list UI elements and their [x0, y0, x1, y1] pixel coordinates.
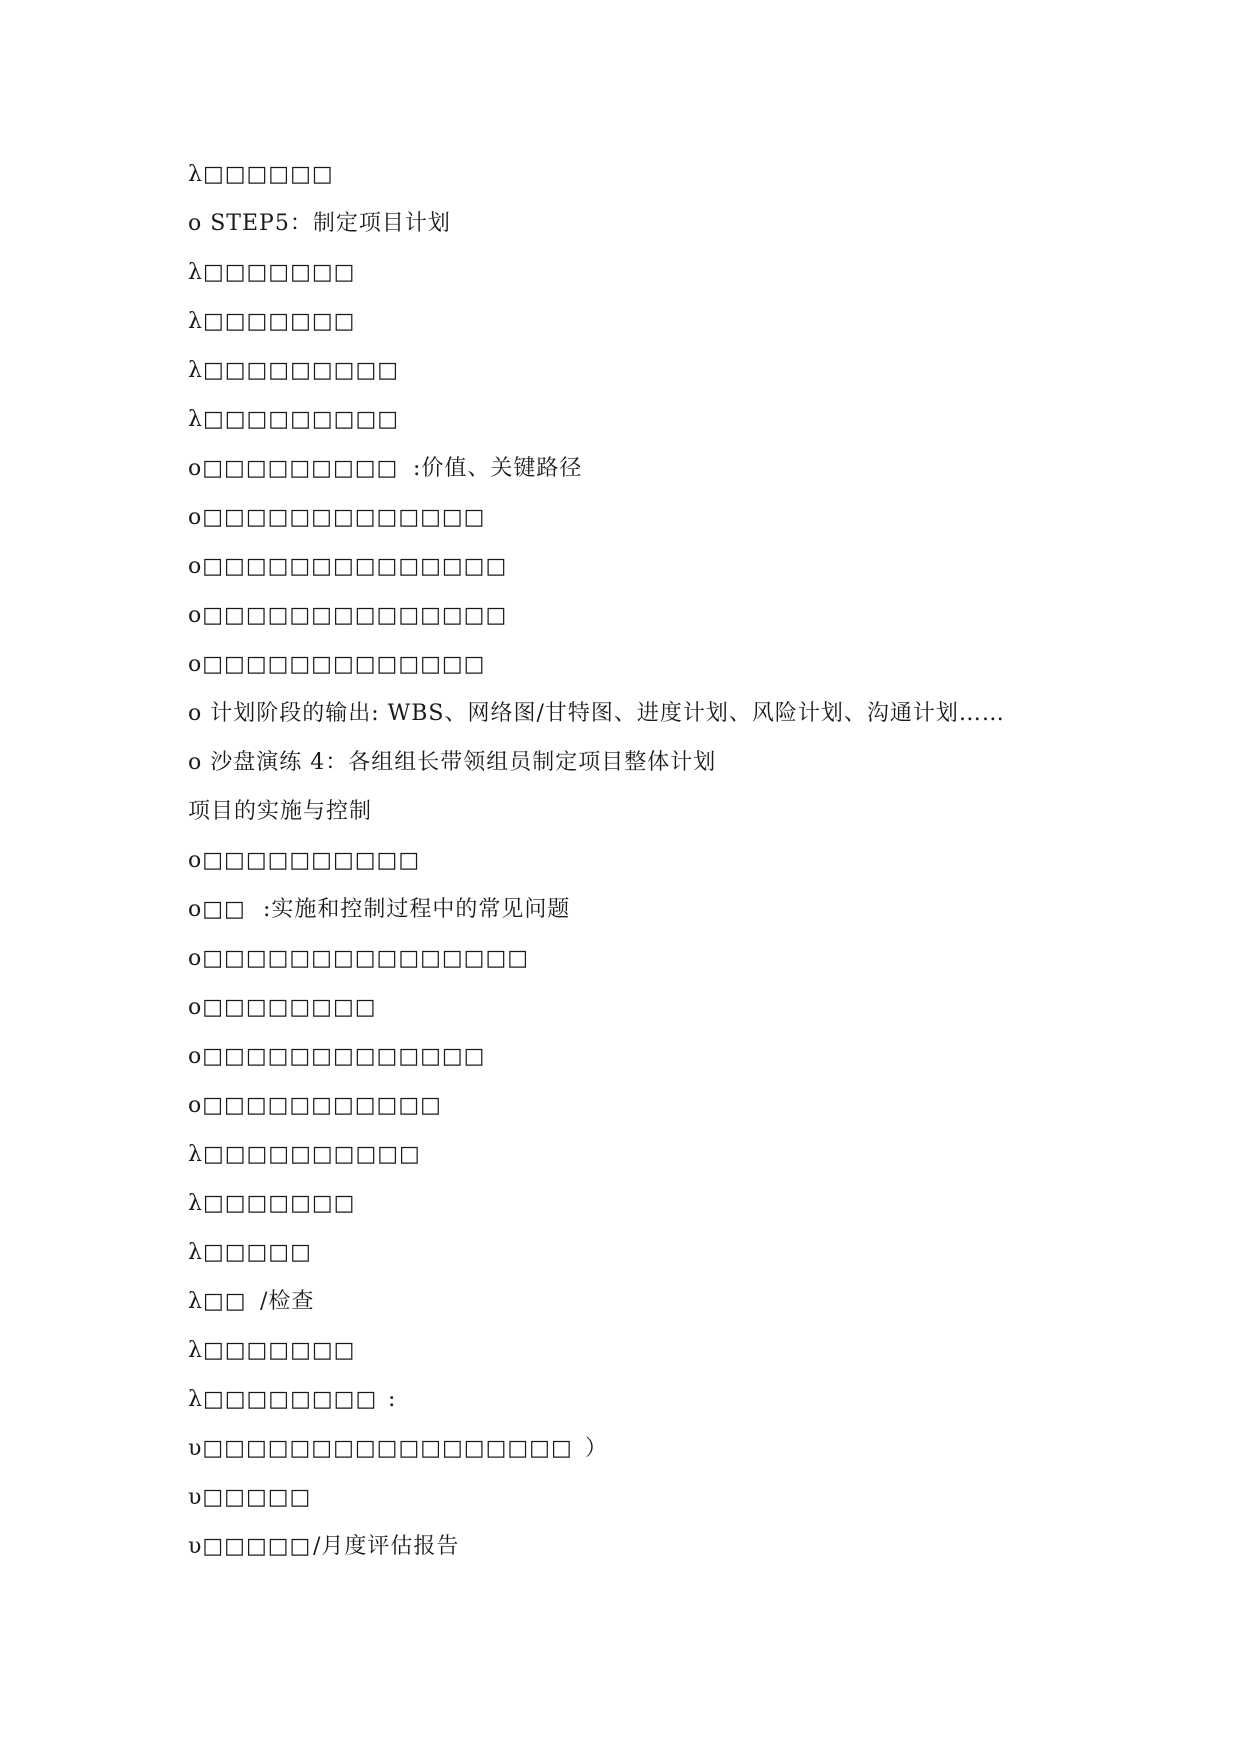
outline-line-7-tail: :价值、关键路径: [413, 456, 583, 481]
section-heading: 项目的实施与控制: [188, 799, 373, 824]
outline-line-15: o□□□□□□□□□□: [188, 848, 421, 873]
outline-line-1: λ□□□□□□: [188, 162, 334, 187]
outline-line-11: o□□□□□□□□□□□□□: [188, 652, 486, 677]
outline-line-29-tail: /月度评估报告: [313, 1534, 460, 1559]
outline-line-13: o 沙盘演练 4：各组组长带领组员制定项目整体计划: [188, 750, 717, 775]
outline-line-8: o□□□□□□□□□□□□□: [188, 505, 486, 530]
outline-line-9: o□□□□□□□□□□□□□□: [188, 554, 508, 579]
outline-line-16-tail: :实施和控制过程中的常见问题: [263, 897, 571, 922]
outline-line-16: o□□ :实施和控制过程中的常见问题: [188, 894, 246, 926]
outline-line-26-tail: :: [388, 1387, 397, 1412]
outline-line-17: o□□□□□□□□□□□□□□□: [188, 946, 530, 971]
outline-line-20: o□□□□□□□□□□□: [188, 1093, 442, 1118]
outline-line-10: o□□□□□□□□□□□□□□: [188, 603, 508, 628]
outline-line-24-tail: /检查: [260, 1289, 315, 1314]
outline-line-19: o□□□□□□□□□□□□□: [188, 1044, 486, 1069]
outline-line-27-tail: ）: [585, 1436, 609, 1461]
outline-line-2: o STEP5：制定项目计划: [188, 211, 451, 236]
outline-line-26: λ□□□□□□□□ :: [188, 1384, 377, 1416]
outline-line-29: υ□□□□□ /月度评估报告: [188, 1531, 311, 1563]
outline-line-27: υ□□□□□□□□□□□□□□□□□ ）: [188, 1433, 573, 1465]
outline-line-3: λ□□□□□□□: [188, 260, 356, 285]
outline-line-5: λ□□□□□□□□□: [188, 358, 400, 383]
outline-line-25: λ□□□□□□□: [188, 1338, 356, 1363]
outline-line-24: λ□□ /检查: [188, 1286, 247, 1318]
outline-line-18: o□□□□□□□□: [188, 995, 377, 1020]
outline-line-7: o□□□□□□□□□ :价值、关键路径: [188, 453, 398, 485]
outline-line-22: λ□□□□□□□: [188, 1191, 356, 1216]
outline-line-12: o 计划阶段的输出: WBS、网络图/甘特图、进度计划、风险计划、沟通计划……: [188, 701, 1005, 726]
outline-line-28: υ□□□□□: [188, 1485, 312, 1510]
outline-line-4: λ□□□□□□□: [188, 309, 356, 334]
outline-line-6: λ□□□□□□□□□: [188, 407, 400, 432]
outline-line-23: λ□□□□□: [188, 1240, 312, 1265]
outline-line-21: λ□□□□□□□□□□: [188, 1142, 421, 1167]
